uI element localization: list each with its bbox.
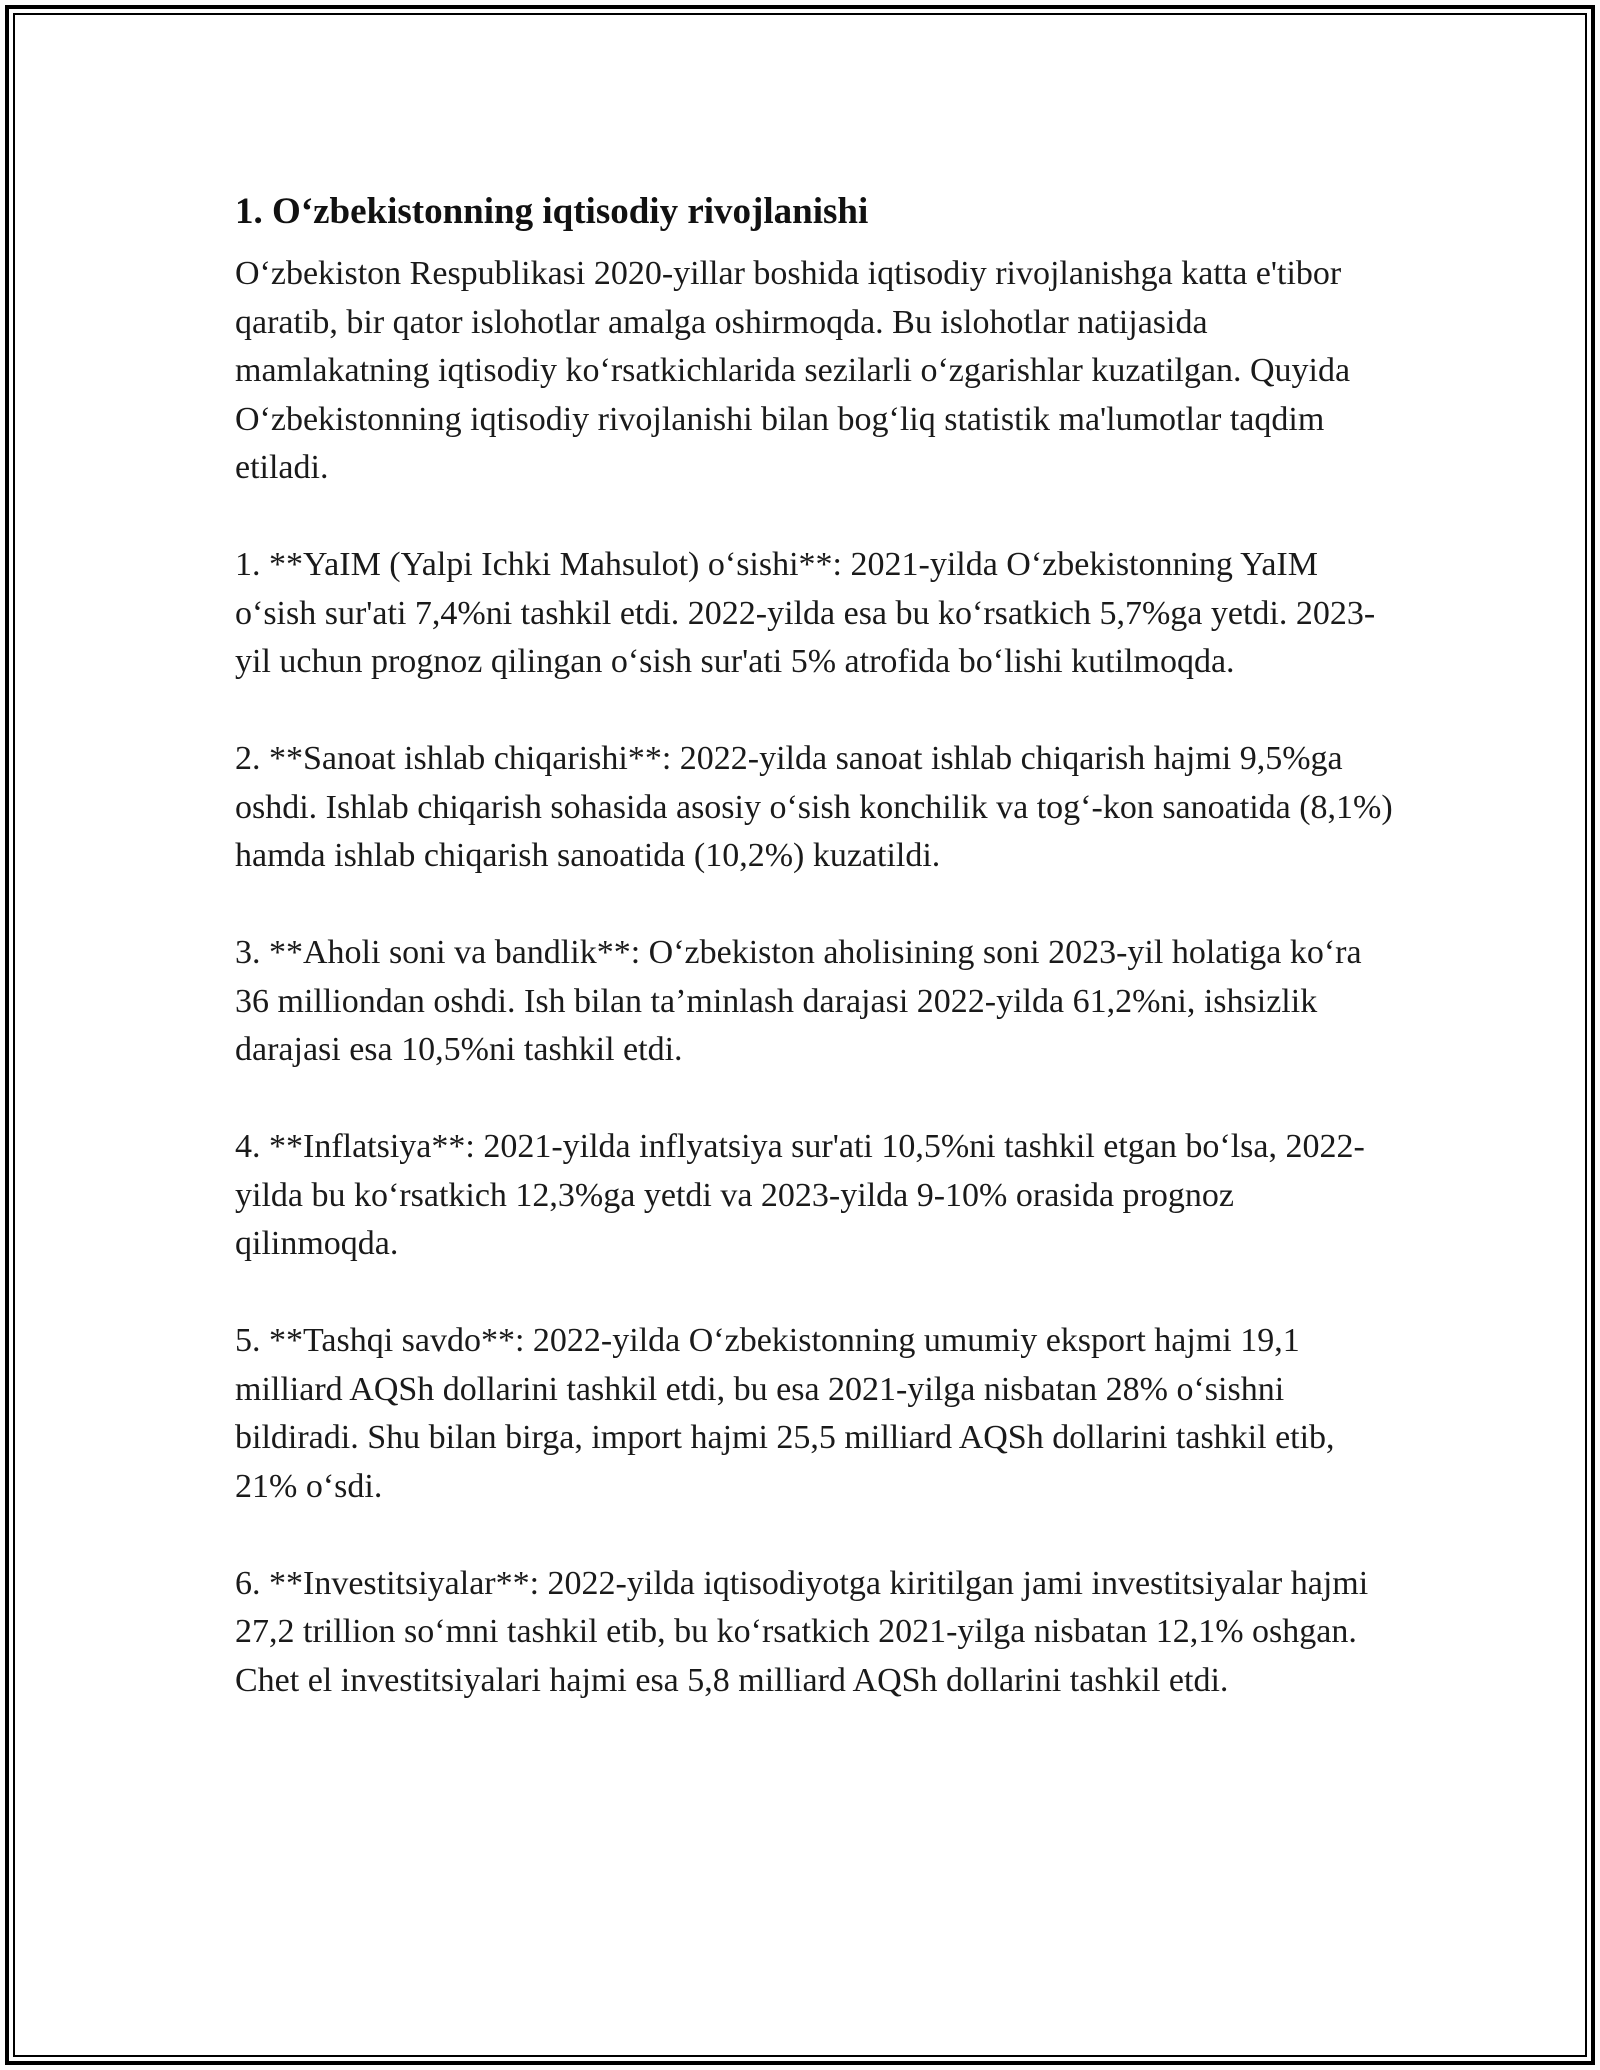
page-title: 1. Oʻzbekistonning iqtisodiy rivojlanishi <box>235 191 869 232</box>
list-item-industrial-production: 2. **Sanoat ishlab chiqarishi**: 2022-yilda sanoat ishlab chiqarish hajmi 9,5%ga oshdi. Ishlab chiqarish sohasida asosiy oʻsish konchilik va togʻ-kon sanoatida (8,1%) hamda ishlab chiqarish sanoatida (10,2%) kuzatildi. <box>235 740 1393 874</box>
list-item-investments: 6. **Investitsiyalar**: 2022-yilda iqtisodiyotga kiritilgan jami investitsiyalar hajmi 27,2 trillion soʻmni tashkil etib, bu koʻrsatkich 2021-yilga nisbatan 12,1% oshgan. Chet el investitsiyalari hajmi esa 5,8 milliard AQSh dollarini tashkil etdi. <box>235 1564 1369 1699</box>
intro-paragraph: Oʻzbekiston Respublikasi 2020-yillar boshida iqtisodiy rivojlanishga katta e'tibor qaratib, bir qator islohotlar amalga oshirmoqda. Bu islohotlar natijasida mamlakatning iqtisodiy koʻrsatkichlarida sezilarli oʻzgarishlar kuzatilgan. Quyida Oʻzbekistonning iqtisodiy rivojlanishi bilan bogʻliq statistik ma'lumotlar taqdim etiladi. <box>235 255 1351 486</box>
document-body <box>235 188 1395 1754</box>
list-item-population-employment: 3. **Aholi soni va bandlik**: Oʻzbekiston aholisining soni 2023-yil holatiga koʻra 36 milliondan oshdi. Ish bilan ta’minlash darajasi 2022-yilda 61,2%ni, ishsizlik darajasi esa 10,5%ni tashkil etdi. <box>235 934 1362 1068</box>
list-item-foreign-trade: 5. **Tashqi savdo**: 2022-yilda Oʻzbekistonning umumiy eksport hajmi 19,1 milliard AQSh dollarini tashkil etdi, bu esa 2021-yilga nisbatan 28% oʻsishni bildiradi. Shu bilan birga, import hajmi 25,5 milliard AQSh dollarini tashkil etib, 21% oʻsdi. <box>235 1322 1335 1505</box>
list-item-gdp-growth: 1. **YaIM (Yalpi Ichki Mahsulot) oʻsishi**: 2021-yilda Oʻzbekistonning YaIM oʻsish sur'ati 7,4%ni tashkil etdi. 2022-yilda esa bu koʻrsatkich 5,7%ga yetdi. 2023-yil uchun prognoz qilingan oʻsish sur'ati 5% atrofida boʻlishi kutilmoqda. <box>235 546 1376 680</box>
list-item-inflation: 4. **Inflatsiya**: 2021-yilda inflyatsiya sur'ati 10,5%ni tashkil etgan boʻlsa, 2022-yilda bu koʻrsatkich 12,3%ga yetdi va 2023-yilda 9-10% orasida prognoz qilinmoqda. <box>235 1128 1365 1262</box>
